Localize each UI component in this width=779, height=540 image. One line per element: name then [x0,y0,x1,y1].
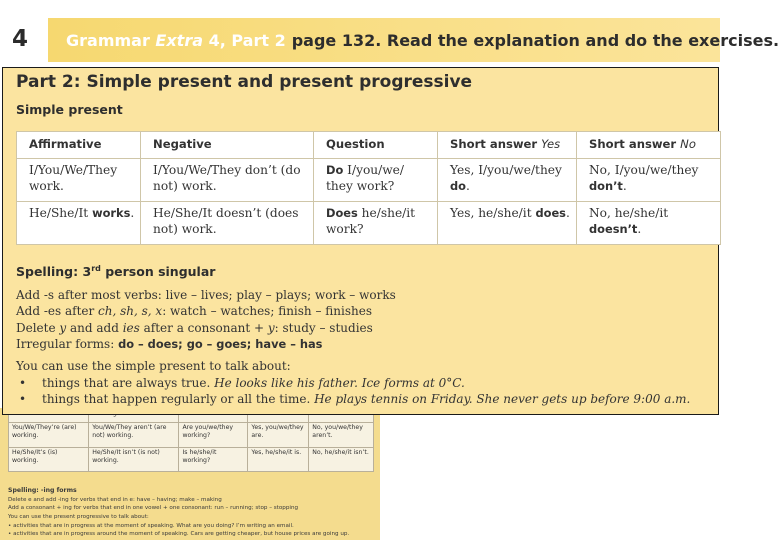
panel-subtitle: Simple present [16,102,123,117]
header-affirmative: Affirmative [17,132,141,159]
cell-question: Do I/you/we/ they work? [314,159,438,202]
lower-spelling-title: Spelling: -ing forms [8,487,77,494]
header-negative: Negative [141,132,314,159]
cell-question: Does he/she/it work? [314,202,438,245]
cell-short-no: No, he/she/it doesn’t. [577,202,721,245]
lower-line: • activities that are in progress around the moment of speaking. Cars are getting cheaper, but house prices are going up. [8,531,350,538]
table-row [17,159,721,202]
lower-spelling-notes [8,486,376,539]
cell-affirmative: He/She/It works. [17,202,141,245]
progressive-table-fragment [8,408,374,472]
usage-intro: You can use the simple present to talk about: [16,359,291,373]
lower-line: Add a consonant + ing for verbs that end in one vowel + one consonant: run – running; stop – stopping [8,505,299,512]
lower-line: Delete e and add -ing for verbs that end in e: have – having; make – making [8,496,222,503]
table-row: You/We/They’re (are) working. You/We/They aren’t (are not) working. Are you/we/they working? Yes, you/we/they are. No, you/we/they aren’t. [9,423,374,447]
list-item: • things that are always true. He looks like his father. Ice forms at 0°C. [16,375,690,391]
spelling-rule: Irregular forms: do – does; go – goes; have – has [16,336,323,351]
slide-number: 4 [12,26,29,52]
table-row: He/She/It’s (is) working. He/She/It isn’t (is not) working. Is he/she/it working? Yes, he/she/it is. No, he/she/it isn’t. [9,447,374,471]
simple-present-table [16,131,721,245]
spelling-rule: Add -s after most verbs: live – lives; play – plays; work – works [16,288,396,302]
cell-short-yes: Yes, I/you/we/they do. [438,159,577,202]
list-item: • things that happen regularly or all the time. He plays tennis on Friday. She never gets up before 9:00 a.m. [16,391,690,407]
panel-title: Part 2: Simple present and present progressive [16,72,473,92]
lower-line: You can use the present progressive to talk about: [8,513,149,520]
header-question: Question [314,132,438,159]
background-page-fragment [0,408,380,540]
header-short-yes: Short answer Yes [438,132,577,159]
cell-affirmative: I/You/We/They work. [17,159,141,202]
table-row [17,202,721,245]
header-highlight: Grammar Extra 4, Part 2 [66,30,286,50]
cell-short-yes: Yes, he/she/it does. [438,202,577,245]
header-instruction: page 132. Read the explanation and do the exercises. [291,30,779,50]
spelling-heading: Spelling: 3rd person singular [16,264,216,280]
header-short-no: Short answer No [577,132,721,159]
lower-line: • activities that are in progress at the moment of speaking. What are you doing? I’m writing an email. [8,522,294,529]
table-header-row [17,132,721,159]
grammar-extract-panel [2,67,719,415]
spelling-rule: Add -es after ch, sh, s, x: watch – watches; finish – finishes [16,304,373,319]
header-banner [48,18,779,62]
cell-negative: He/She/It doesn’t (does not) work. [141,202,314,245]
spelling-rules [16,287,396,352]
usage-list [16,375,690,408]
cell-negative: I/You/We/They don’t (do not) work. [141,159,314,202]
spelling-rule: Delete y and add ies after a consonant + y: study – studies [16,320,373,335]
cell-short-no: No, I/you/we/they don’t. [577,159,721,202]
